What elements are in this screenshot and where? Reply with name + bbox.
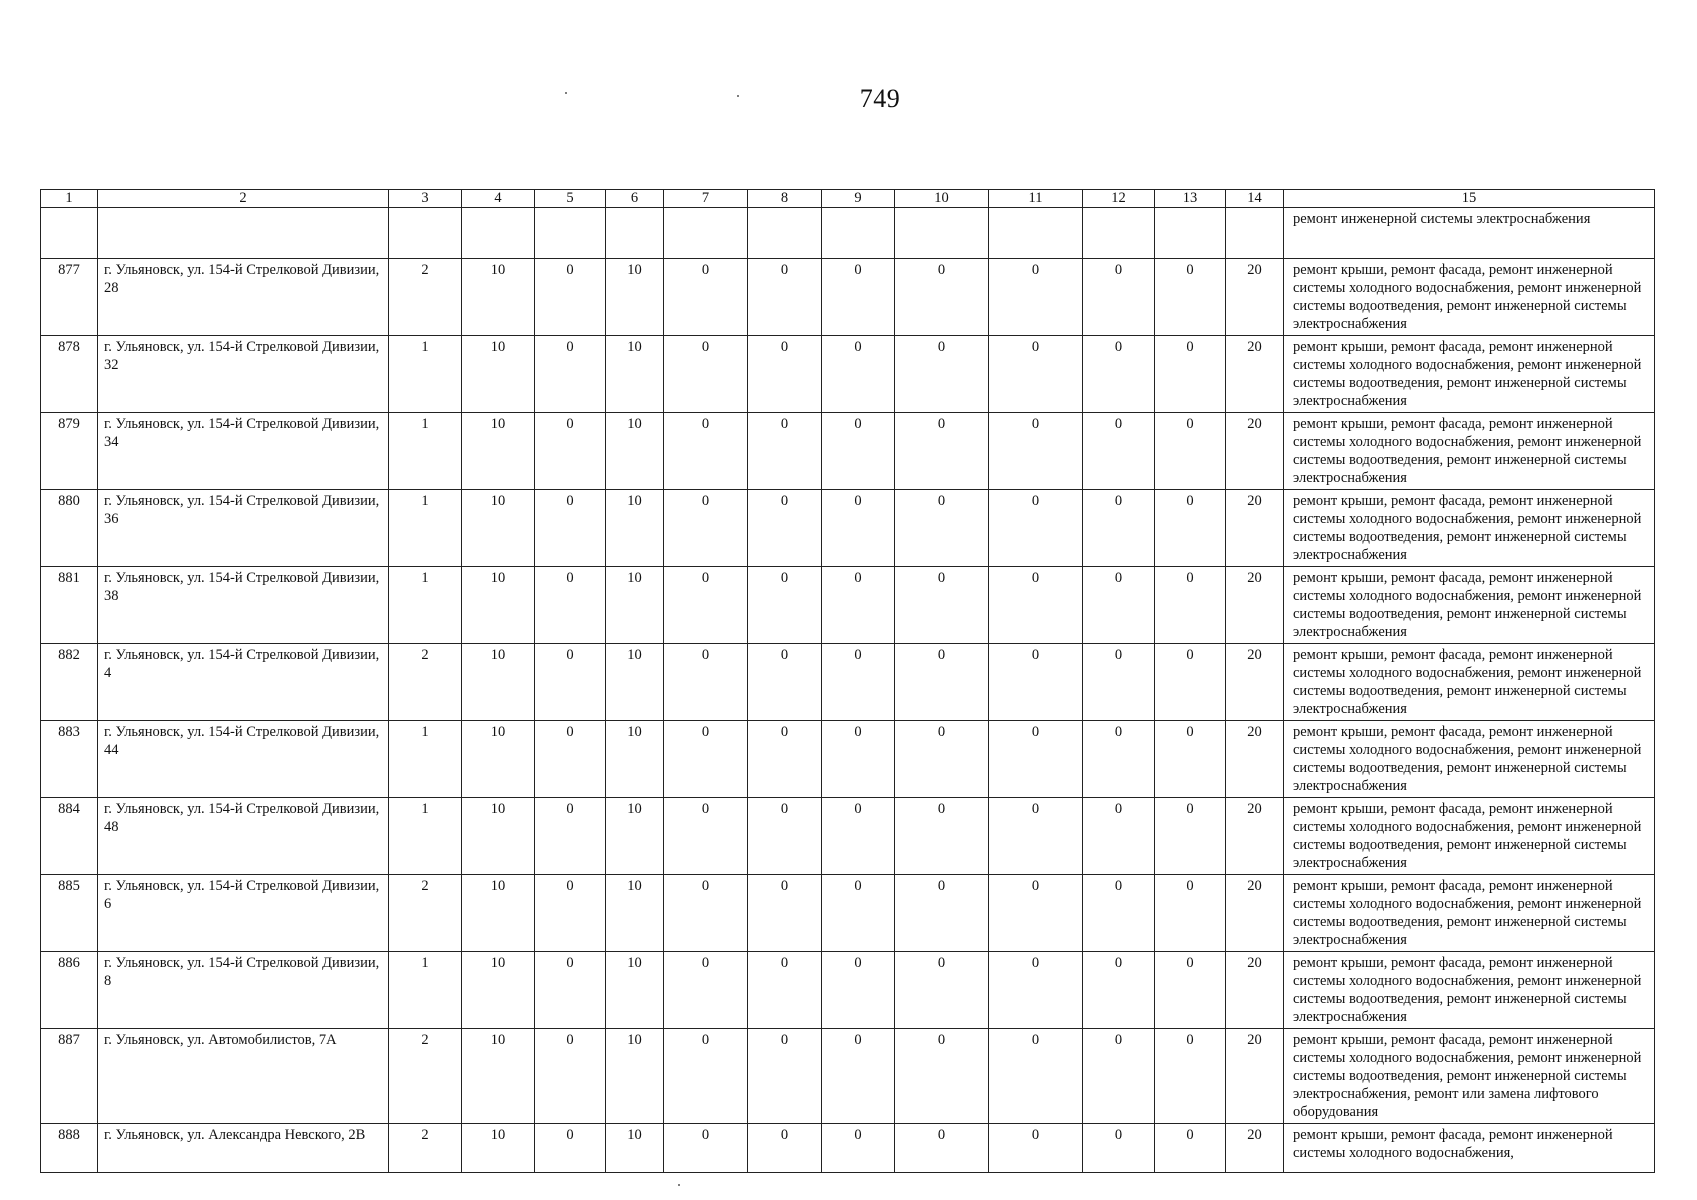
value-cell-c14: 20 [1226, 336, 1284, 413]
value-cell-c4: 10 [462, 1124, 535, 1173]
column-header: 6 [606, 190, 664, 208]
value-cell-c6: 10 [606, 259, 664, 336]
value-cell-c6: 10 [606, 798, 664, 875]
column-header: 12 [1083, 190, 1155, 208]
column-header: 1 [41, 190, 98, 208]
capital-repair-table [40, 189, 1655, 1173]
value-cell-c6: 10 [606, 567, 664, 644]
value-cell-c3: 1 [389, 567, 462, 644]
value-cell-c10: 0 [895, 490, 989, 567]
value-cell-c6: 10 [606, 875, 664, 952]
value-cell-c11: 0 [989, 259, 1083, 336]
value-cell-c10: 0 [895, 644, 989, 721]
value-cell-c5: 0 [535, 259, 606, 336]
works-cell: ремонт крыши, ремонт фасада, ремонт инженерной системы холодного водоснабжения, ремонт инженерной системы водоотведения, ремонт инженерной системы электроснабжения [1284, 798, 1655, 875]
table-row [41, 644, 1655, 721]
table-row [41, 567, 1655, 644]
column-header: 9 [822, 190, 895, 208]
value-cell-c10: 0 [895, 567, 989, 644]
row-number-cell: 888 [41, 1124, 98, 1173]
works-cell: ремонт инженерной системы электроснабжения [1284, 208, 1655, 259]
value-cell-c5: 0 [535, 1124, 606, 1173]
value-cell-c4: 10 [462, 952, 535, 1029]
value-cell-c8: 0 [748, 413, 822, 490]
value-cell-c3: 2 [389, 259, 462, 336]
works-cell: ремонт крыши, ремонт фасада, ремонт инженерной системы холодного водоснабжения, ремонт инженерной системы водоотведения, ремонт инженерной системы электроснабжения [1284, 336, 1655, 413]
value-cell-c14: 20 [1226, 1029, 1284, 1124]
value-cell-c9: 0 [822, 875, 895, 952]
value-cell-c7: 0 [664, 413, 748, 490]
value-cell-c6: 10 [606, 1029, 664, 1124]
value-cell-c3: 1 [389, 721, 462, 798]
works-cell: ремонт крыши, ремонт фасада, ремонт инженерной системы холодного водоснабжения, ремонт инженерной системы водоотведения, ремонт инженерной системы электроснабжения [1284, 567, 1655, 644]
value-cell-c3: 1 [389, 490, 462, 567]
value-cell-c11: 0 [989, 490, 1083, 567]
table-row [41, 1029, 1655, 1124]
row-number-cell: 885 [41, 875, 98, 952]
value-cell-c9: 0 [822, 259, 895, 336]
value-cell-c7: 0 [664, 567, 748, 644]
value-cell-c9: 0 [822, 798, 895, 875]
value-cell-c13: 0 [1155, 798, 1226, 875]
works-cell: ремонт крыши, ремонт фасада, ремонт инженерной системы холодного водоснабжения, ремонт инженерной системы водоотведения, ремонт инженерной системы электроснабжения [1284, 490, 1655, 567]
column-number-row [41, 190, 1655, 208]
value-cell-c14: 20 [1226, 875, 1284, 952]
scan-speck [678, 1184, 680, 1186]
row-number-cell: 878 [41, 336, 98, 413]
value-cell-c8: 0 [748, 1124, 822, 1173]
address-cell: г. Ульяновск, ул. 154-й Стрелковой Дивизии, 28 [98, 259, 389, 336]
value-cell-c14: 20 [1226, 259, 1284, 336]
works-cell: ремонт крыши, ремонт фасада, ремонт инженерной системы холодного водоснабжения, [1284, 1124, 1655, 1173]
value-cell-c4: 10 [462, 1029, 535, 1124]
address-cell: г. Ульяновск, ул. 154-й Стрелковой Дивизии, 36 [98, 490, 389, 567]
value-cell-c4: 10 [462, 875, 535, 952]
value-cell-c14: 20 [1226, 721, 1284, 798]
address-cell: г. Ульяновск, ул. 154-й Стрелковой Дивизии, 32 [98, 336, 389, 413]
value-cell-c12: 0 [1083, 721, 1155, 798]
value-cell-c5: 0 [535, 952, 606, 1029]
row-number-cell: 883 [41, 721, 98, 798]
value-cell-c10: 0 [895, 413, 989, 490]
value-cell-c11: 0 [989, 798, 1083, 875]
column-header: 15 [1284, 190, 1655, 208]
value-cell-c7: 0 [664, 721, 748, 798]
value-cell-c11: 0 [989, 875, 1083, 952]
address-cell: г. Ульяновск, ул. 154-й Стрелковой Дивизии, 34 [98, 413, 389, 490]
value-cell-c13: 0 [1155, 644, 1226, 721]
value-cell-c8: 0 [748, 952, 822, 1029]
table-row [41, 721, 1655, 798]
column-header: 3 [389, 190, 462, 208]
value-cell-c6: 10 [606, 952, 664, 1029]
value-cell-c7: 0 [664, 875, 748, 952]
value-cell-c13: 0 [1155, 1029, 1226, 1124]
value-cell-c9: 0 [822, 490, 895, 567]
value-cell-c7: 0 [664, 259, 748, 336]
value-cell-c5: 0 [535, 336, 606, 413]
value-cell-c8: 0 [748, 259, 822, 336]
value-cell-c8: 0 [748, 567, 822, 644]
table-row [41, 798, 1655, 875]
value-cell-c3: 2 [389, 644, 462, 721]
row-number-cell: 884 [41, 798, 98, 875]
table-row [41, 490, 1655, 567]
value-cell-c14: 20 [1226, 1124, 1284, 1173]
value-cell-c8: 0 [748, 875, 822, 952]
value-cell-c9: 0 [822, 567, 895, 644]
table-row [41, 259, 1655, 336]
value-cell-c14: 20 [1226, 490, 1284, 567]
scan-speck [565, 92, 567, 94]
value-cell-c9: 0 [822, 1029, 895, 1124]
value-cell-c3: 1 [389, 336, 462, 413]
column-header: 10 [895, 190, 989, 208]
value-cell-c8: 0 [748, 336, 822, 413]
table-row [41, 413, 1655, 490]
value-cell-c5: 0 [535, 798, 606, 875]
value-cell-c10: 0 [895, 875, 989, 952]
value-cell-c12: 0 [1083, 1029, 1155, 1124]
column-header: 11 [989, 190, 1083, 208]
value-cell-c10: 0 [895, 721, 989, 798]
value-cell-c10: 0 [895, 798, 989, 875]
works-cell: ремонт крыши, ремонт фасада, ремонт инженерной системы холодного водоснабжения, ремонт инженерной системы водоотведения, ремонт инженерной системы электроснабжения [1284, 721, 1655, 798]
value-cell-c5: 0 [535, 490, 606, 567]
row-number-cell: 881 [41, 567, 98, 644]
value-cell-c10: 0 [895, 952, 989, 1029]
address-cell: г. Ульяновск, ул. Александра Невского, 2В [98, 1124, 389, 1173]
value-cell-c13: 0 [1155, 567, 1226, 644]
works-cell: ремонт крыши, ремонт фасада, ремонт инженерной системы холодного водоснабжения, ремонт инженерной системы водоотведения, ремонт инженерной системы электроснабжения [1284, 259, 1655, 336]
value-cell-c13: 0 [1155, 413, 1226, 490]
table-row [41, 952, 1655, 1029]
value-cell-c12: 0 [1083, 875, 1155, 952]
value-cell-c13: 0 [1155, 490, 1226, 567]
value-cell-c3: 2 [389, 875, 462, 952]
column-header: 7 [664, 190, 748, 208]
column-header: 8 [748, 190, 822, 208]
value-cell-c5: 0 [535, 567, 606, 644]
column-header: 4 [462, 190, 535, 208]
address-cell: г. Ульяновск, ул. 154-й Стрелковой Дивизии, 6 [98, 875, 389, 952]
value-cell-c9: 0 [822, 1124, 895, 1173]
value-cell-c4: 10 [462, 721, 535, 798]
value-cell-c8: 0 [748, 721, 822, 798]
address-cell: г. Ульяновск, ул. 154-й Стрелковой Дивизии, 8 [98, 952, 389, 1029]
row-number-cell: 887 [41, 1029, 98, 1124]
value-cell-c14: 20 [1226, 644, 1284, 721]
value-cell-c10: 0 [895, 1124, 989, 1173]
value-cell-c11: 0 [989, 721, 1083, 798]
continuation-row [41, 208, 1655, 259]
value-cell-c5: 0 [535, 721, 606, 798]
value-cell-c5: 0 [535, 1029, 606, 1124]
value-cell-c11: 0 [989, 952, 1083, 1029]
address-cell: г. Ульяновск, ул. 154-й Стрелковой Дивизии, 48 [98, 798, 389, 875]
value-cell-c8: 0 [748, 644, 822, 721]
row-number-cell: 882 [41, 644, 98, 721]
table-row [41, 336, 1655, 413]
value-cell-c9: 0 [822, 721, 895, 798]
value-cell-c12: 0 [1083, 1124, 1155, 1173]
value-cell-c7: 0 [664, 336, 748, 413]
table-row [41, 1124, 1655, 1173]
value-cell-c11: 0 [989, 1029, 1083, 1124]
value-cell-c4: 10 [462, 567, 535, 644]
value-cell-c10: 0 [895, 336, 989, 413]
works-cell: ремонт крыши, ремонт фасада, ремонт инженерной системы холодного водоснабжения, ремонт инженерной системы водоотведения, ремонт инженерной системы электроснабжения [1284, 875, 1655, 952]
value-cell-c12: 0 [1083, 413, 1155, 490]
row-number-cell: 880 [41, 490, 98, 567]
value-cell-c9: 0 [822, 413, 895, 490]
value-cell-c9: 0 [822, 952, 895, 1029]
value-cell-c13: 0 [1155, 336, 1226, 413]
value-cell-c3: 1 [389, 413, 462, 490]
value-cell-c11: 0 [989, 644, 1083, 721]
value-cell-c12: 0 [1083, 336, 1155, 413]
value-cell-c5: 0 [535, 875, 606, 952]
value-cell-c13: 0 [1155, 721, 1226, 798]
table-row [41, 875, 1655, 952]
value-cell-c9: 0 [822, 336, 895, 413]
address-cell: г. Ульяновск, ул. Автомобилистов, 7А [98, 1029, 389, 1124]
page-number: 749 [859, 84, 901, 113]
value-cell-c3: 1 [389, 798, 462, 875]
address-cell: г. Ульяновск, ул. 154-й Стрелковой Дивизии, 44 [98, 721, 389, 798]
value-cell-c3: 2 [389, 1029, 462, 1124]
value-cell-c6: 10 [606, 490, 664, 567]
value-cell-c7: 0 [664, 952, 748, 1029]
value-cell-c14: 20 [1226, 413, 1284, 490]
value-cell-c7: 0 [664, 644, 748, 721]
value-cell-c10: 0 [895, 259, 989, 336]
value-cell-c4: 10 [462, 490, 535, 567]
column-header: 5 [535, 190, 606, 208]
value-cell-c8: 0 [748, 1029, 822, 1124]
value-cell-c12: 0 [1083, 798, 1155, 875]
works-cell: ремонт крыши, ремонт фасада, ремонт инженерной системы холодного водоснабжения, ремонт инженерной системы водоотведения, ремонт инженерной системы электроснабжения [1284, 413, 1655, 490]
value-cell-c4: 10 [462, 336, 535, 413]
value-cell-c7: 0 [664, 1029, 748, 1124]
value-cell-c7: 0 [664, 490, 748, 567]
value-cell-c7: 0 [664, 798, 748, 875]
address-cell: г. Ульяновск, ул. 154-й Стрелковой Дивизии, 38 [98, 567, 389, 644]
value-cell-c13: 0 [1155, 952, 1226, 1029]
value-cell-c12: 0 [1083, 259, 1155, 336]
value-cell-c7: 0 [664, 1124, 748, 1173]
value-cell-c13: 0 [1155, 1124, 1226, 1173]
value-cell-c8: 0 [748, 798, 822, 875]
value-cell-c12: 0 [1083, 644, 1155, 721]
value-cell-c11: 0 [989, 1124, 1083, 1173]
value-cell-c12: 0 [1083, 567, 1155, 644]
works-cell: ремонт крыши, ремонт фасада, ремонт инженерной системы холодного водоснабжения, ремонт инженерной системы водоотведения, ремонт инженерной системы электроснабжения [1284, 644, 1655, 721]
value-cell-c4: 10 [462, 259, 535, 336]
value-cell-c12: 0 [1083, 952, 1155, 1029]
value-cell-c11: 0 [989, 567, 1083, 644]
works-cell: ремонт крыши, ремонт фасада, ремонт инженерной системы холодного водоснабжения, ремонт инженерной системы водоотведения, ремонт инженерной системы электроснабжения, ремонт или замена лифтового оборудования [1284, 1029, 1655, 1124]
works-cell: ремонт крыши, ремонт фасада, ремонт инженерной системы холодного водоснабжения, ремонт инженерной системы водоотведения, ремонт инженерной системы электроснабжения [1284, 952, 1655, 1029]
row-number-cell: 877 [41, 259, 98, 336]
value-cell-c6: 10 [606, 413, 664, 490]
value-cell-c5: 0 [535, 644, 606, 721]
value-cell-c11: 0 [989, 413, 1083, 490]
value-cell-c6: 10 [606, 644, 664, 721]
value-cell-c8: 0 [748, 490, 822, 567]
value-cell-c6: 10 [606, 1124, 664, 1173]
value-cell-c4: 10 [462, 413, 535, 490]
value-cell-c4: 10 [462, 644, 535, 721]
column-header: 14 [1226, 190, 1284, 208]
row-number-cell: 886 [41, 952, 98, 1029]
value-cell-c3: 2 [389, 1124, 462, 1173]
value-cell-c14: 20 [1226, 567, 1284, 644]
value-cell-c14: 20 [1226, 798, 1284, 875]
row-number-cell: 879 [41, 413, 98, 490]
value-cell-c4: 10 [462, 798, 535, 875]
column-header: 13 [1155, 190, 1226, 208]
column-header: 2 [98, 190, 389, 208]
value-cell-c6: 10 [606, 336, 664, 413]
value-cell-c5: 0 [535, 413, 606, 490]
value-cell-c13: 0 [1155, 259, 1226, 336]
value-cell-c12: 0 [1083, 490, 1155, 567]
value-cell-c6: 10 [606, 721, 664, 798]
value-cell-c11: 0 [989, 336, 1083, 413]
scan-speck [737, 95, 739, 97]
address-cell: г. Ульяновск, ул. 154-й Стрелковой Дивизии, 4 [98, 644, 389, 721]
value-cell-c13: 0 [1155, 875, 1226, 952]
value-cell-c14: 20 [1226, 952, 1284, 1029]
value-cell-c9: 0 [822, 644, 895, 721]
value-cell-c10: 0 [895, 1029, 989, 1124]
value-cell-c3: 1 [389, 952, 462, 1029]
